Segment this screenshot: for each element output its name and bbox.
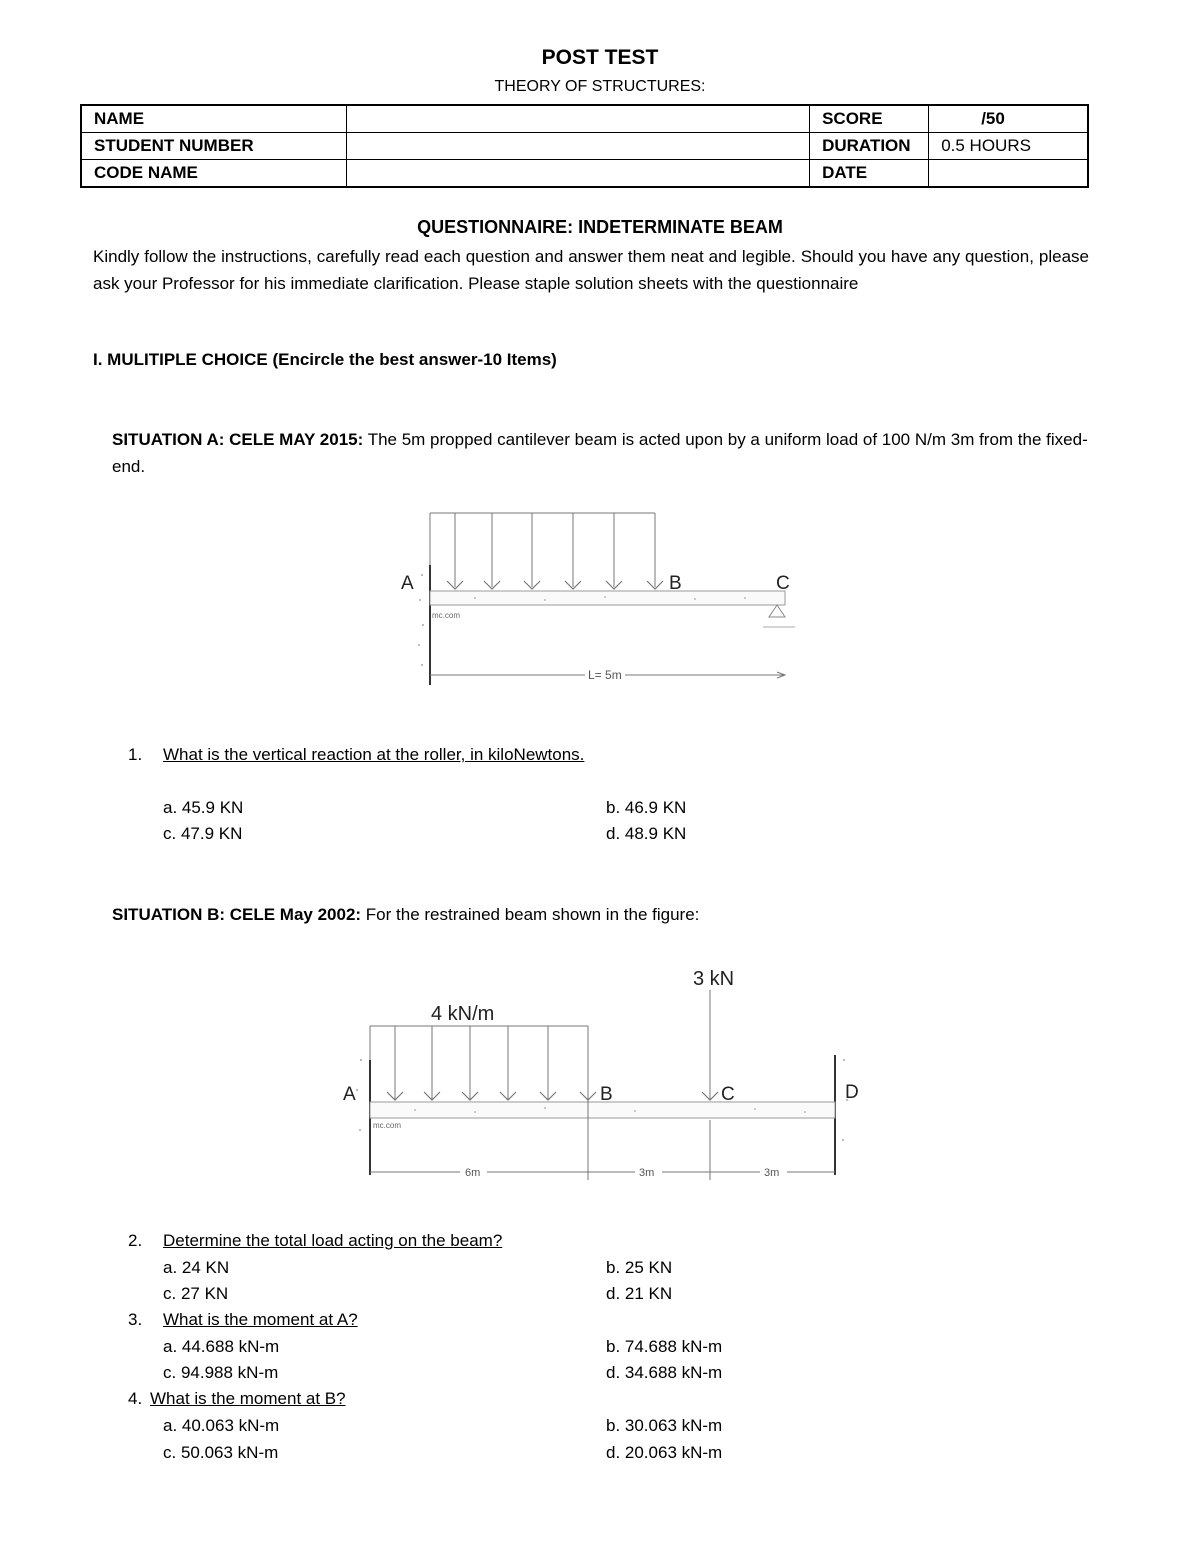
question-1-text: What is the vertical reaction at the roller, in kiloNewtons. (163, 745, 585, 764)
q3-option-c[interactable]: c. 94.988 kN-m (163, 1363, 279, 1382)
q1-option-a[interactable]: a. 45.9 KN (163, 798, 244, 817)
situation-b-label: SITUATION B: CELE May 2002: (112, 905, 362, 924)
q4-option-c[interactable]: c. 50.063 kN-m (163, 1443, 279, 1462)
date-field[interactable] (929, 160, 1088, 188)
question-2-text: Determine the total load acting on the beam? (163, 1231, 503, 1250)
question-1-number: 1. (128, 745, 143, 764)
fig-b-label-d: D (845, 1082, 859, 1103)
q1-option-b[interactable]: b. 46.9 KN (606, 798, 687, 817)
q4-option-b[interactable]: b. 30.063 kN-m (606, 1416, 723, 1435)
q4-option-a[interactable]: a. 40.063 kN-m (163, 1416, 280, 1435)
fig-b-label-b: B (600, 1084, 613, 1105)
fig-a-label-c: C (776, 573, 790, 594)
situation-a-label: SITUATION A: CELE MAY 2015: (112, 430, 364, 449)
q2-option-a[interactable]: a. 24 KN (163, 1258, 230, 1277)
fig-a-watermark: mc.com (432, 611, 460, 620)
q1-option-d[interactable]: d. 48.9 KN (606, 824, 687, 843)
question-4-number: 4. (128, 1389, 143, 1408)
fig-b-point-load-label: 3 kN (693, 968, 735, 990)
question-3 (128, 1310, 1028, 1334)
name-label: NAME (81, 105, 347, 133)
question-3-text: What is the moment at A? (163, 1310, 358, 1329)
situation-a-text: The 5m propped cantilever beam is acted upon by a uniform load of 100 N/m 3m from the fixed-end. (112, 430, 1088, 476)
question-4 (128, 1389, 1028, 1413)
figure-restrained-beam (335, 960, 875, 1190)
date-label: DATE (810, 160, 929, 188)
q2-option-d[interactable]: d. 21 KN (606, 1284, 673, 1303)
name-field[interactable] (347, 105, 810, 133)
situation-b (112, 901, 1092, 928)
duration-label: DURATION (810, 133, 929, 160)
fig-b-udl-label: 4 kN/m (431, 1003, 495, 1025)
q4-option-d[interactable]: d. 20.063 kN-m (606, 1443, 723, 1462)
page-title: POST TEST (541, 46, 659, 69)
q2-option-c[interactable]: c. 27 KN (163, 1284, 229, 1303)
question-3-number: 3. (128, 1310, 143, 1329)
fig-b-span-2: 3m (639, 1167, 655, 1179)
q1-option-c[interactable]: c. 47.9 KN (163, 824, 243, 843)
fig-b-span-1: 6m (465, 1167, 481, 1179)
score-label: SCORE (810, 105, 929, 133)
q3-option-b[interactable]: b. 74.688 kN-m (606, 1337, 723, 1356)
table-row (81, 105, 1088, 133)
code-name-field[interactable] (347, 160, 810, 188)
section-heading: I. MULITIPLE CHOICE (Encircle the best answer-10 Items) (93, 350, 557, 369)
fig-a-span-label: L= 5m (588, 668, 622, 682)
q3-option-d[interactable]: d. 34.688 kN-m (606, 1363, 723, 1382)
student-number-field[interactable] (347, 133, 810, 160)
score-value: /50 (929, 105, 1088, 133)
figure-propped-cantilever (395, 505, 815, 695)
table-row (81, 160, 1088, 188)
situation-b-text: For the restrained beam shown in the figure: (361, 905, 700, 924)
question-1 (128, 745, 1028, 769)
question-4-text: What is the moment at B? (150, 1389, 346, 1408)
situation-a (112, 426, 1092, 480)
fig-a-label-a: A (401, 573, 414, 594)
fig-b-watermark: mc.com (373, 1121, 401, 1130)
question-2 (128, 1231, 1028, 1255)
code-name-label: CODE NAME (81, 160, 347, 188)
instructions-text: Kindly follow the instructions, carefully read each question and answer them neat and legible. Should you have any question, please ask your Professor for his immediate clarification. Please staple solution sheets with the questionnaire (93, 247, 1089, 293)
fig-b-label-a: A (343, 1084, 356, 1105)
q3-option-a[interactable]: a. 44.688 kN-m (163, 1337, 280, 1356)
page-subtitle: THEORY OF STRUCTURES: (494, 78, 706, 95)
fig-b-span-3: 3m (764, 1167, 780, 1179)
duration-value: 0.5 HOURS (929, 133, 1088, 160)
student-number-label: STUDENT NUMBER (81, 133, 347, 160)
questionnaire-heading: QUESTIONNAIRE: INDETERMINATE BEAM (417, 217, 783, 237)
fig-b-label-c: C (721, 1084, 735, 1105)
header-info-table (80, 104, 1089, 188)
fig-a-label-b: B (669, 573, 682, 594)
q2-option-b[interactable]: b. 25 KN (606, 1258, 673, 1277)
table-row (81, 133, 1088, 160)
question-2-number: 2. (128, 1231, 143, 1250)
